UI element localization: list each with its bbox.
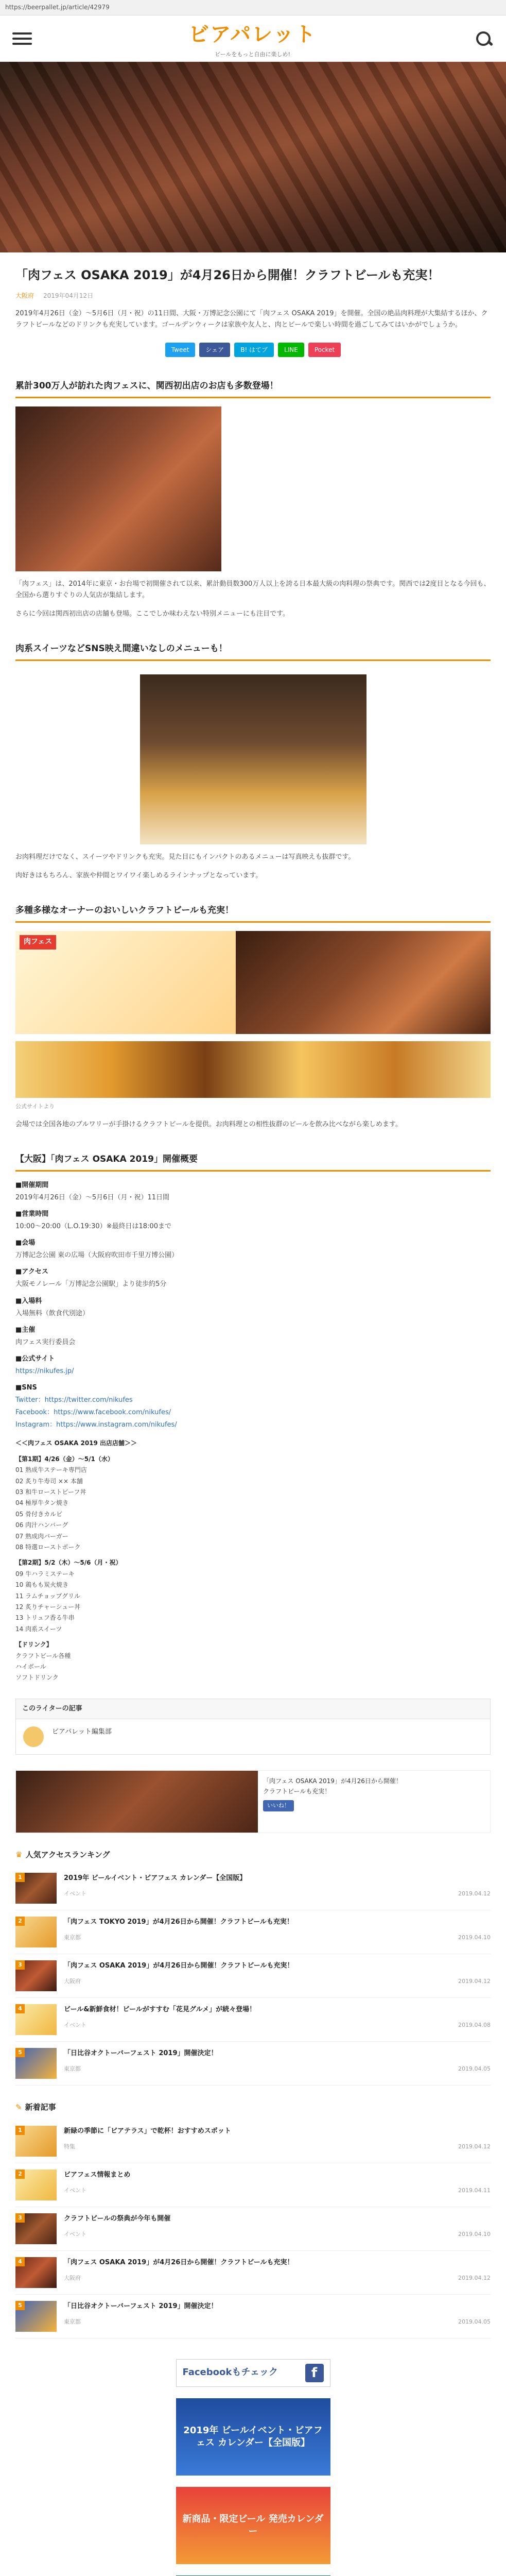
shop-item: 12 炙りチャーシュー丼 bbox=[15, 1603, 81, 1611]
rank-number: 1 bbox=[15, 1873, 25, 1882]
rank-number: 4 bbox=[15, 2004, 25, 2013]
new-article-item[interactable] bbox=[15, 2251, 491, 2295]
writer-box bbox=[15, 1699, 491, 1755]
rank-number: 5 bbox=[15, 2048, 25, 2057]
info-value: 入場無料（飲食代別途） bbox=[15, 1309, 90, 1317]
banner-left bbox=[15, 931, 236, 1034]
article-thumbnail[interactable] bbox=[15, 2257, 57, 2288]
new-articles-title-text: 新着記事 bbox=[25, 2103, 56, 2112]
share-twitter-button[interactable]: Tweet bbox=[165, 343, 196, 357]
ranking-title[interactable]: 「肉フェス OSAKA 2019」が4月26日から開催！クラフトビールも充実！ bbox=[64, 1962, 294, 1970]
browser-url-bar[interactable] bbox=[0, 0, 506, 15]
shop-item: 02 炙り牛寿司 ×× 本舗 bbox=[15, 1477, 83, 1485]
rank-number: 1 bbox=[15, 2126, 25, 2135]
ranking-category[interactable]: イベント bbox=[64, 1890, 86, 1897]
new-article-item[interactable] bbox=[15, 2207, 491, 2251]
sidebar-banners bbox=[15, 2359, 491, 2576]
article-date: 2019.04.10 bbox=[458, 2230, 491, 2238]
shop-item: 14 肉系スイーツ bbox=[15, 1625, 62, 1633]
calendar-banner[interactable]: 2019年 ビールイベント・ビアフェス カレンダー【全国版】 bbox=[176, 2398, 330, 2476]
shop-item: 01 熟成牛ステーキ専門店 bbox=[15, 1466, 87, 1474]
ranking-thumbnail[interactable] bbox=[15, 2048, 57, 2079]
section-heading: 肉系スイーツなどSNS映え間違いなしのメニューも！ bbox=[15, 638, 491, 661]
article-thumbnail[interactable] bbox=[15, 2301, 57, 2332]
new-article-item[interactable] bbox=[15, 2120, 491, 2163]
hero-image bbox=[0, 62, 506, 252]
logo-tagline: ビールをもっと自由に楽しめ! bbox=[215, 51, 290, 58]
section-heading: 累計300万人が訪れた肉フェスに、関西初出店のお店も多数登場！ bbox=[15, 376, 491, 398]
section-heading: 多種多様なオーナーのおいしいクラフトビールも充実！ bbox=[15, 900, 491, 923]
article-title: 「肉フェス OSAKA 2019」が4月26日から開催！クラフトビールも充実！ bbox=[15, 268, 440, 282]
info-value: 10:00〜20:00（L.O.19:30）※最終日は18:00まで bbox=[15, 1223, 171, 1231]
ranking-date: 2019.04.08 bbox=[458, 2022, 491, 2029]
ranking-item[interactable] bbox=[15, 1867, 491, 1910]
rank-number: 2 bbox=[15, 2170, 25, 2179]
article-category[interactable]: 大阪府 bbox=[15, 292, 34, 299]
ranking-date: 2019.04.10 bbox=[458, 1934, 491, 1941]
parfait-image bbox=[140, 674, 367, 844]
twitter-link[interactable]: Twitter：https://twitter.com/nikufes bbox=[15, 1396, 133, 1404]
banner-right-image bbox=[236, 931, 491, 1034]
article-image bbox=[15, 406, 221, 571]
share-facebook-button[interactable]: シェア bbox=[199, 343, 230, 357]
article-date: 2019年04月12日 bbox=[43, 292, 94, 299]
info-label: ■会場 bbox=[15, 1239, 36, 1247]
ranking-item[interactable] bbox=[15, 1910, 491, 1954]
hamburger-icon[interactable] bbox=[12, 32, 32, 45]
info-label: ■SNS bbox=[15, 1384, 37, 1392]
article-date: 2019.04.05 bbox=[458, 2318, 491, 2325]
article-thumbnail[interactable] bbox=[15, 2213, 57, 2244]
rank-number: 2 bbox=[15, 1917, 25, 1926]
article-main bbox=[0, 266, 506, 2576]
article-thumbnail[interactable] bbox=[15, 2170, 57, 2200]
info-label: ■公式サイト bbox=[15, 1354, 55, 1363]
shop-item: 05 骨付きカルビ bbox=[15, 1510, 63, 1518]
shop-item: ソフトドリンク bbox=[15, 1674, 59, 1682]
ranking-category[interactable]: 大阪府 bbox=[64, 1978, 81, 1985]
period-label: 【ドリンク】 bbox=[15, 1641, 53, 1649]
rank-number: 3 bbox=[15, 2213, 25, 2223]
ranking-category[interactable]: 東京都 bbox=[64, 1934, 81, 1941]
new-article-item[interactable] bbox=[15, 2163, 491, 2207]
site-header bbox=[0, 15, 506, 62]
ranking-item[interactable] bbox=[15, 2042, 491, 2086]
related-title[interactable]: 「肉フェス OSAKA 2019」が4月26日から開催！ bbox=[263, 1777, 402, 1785]
info-label: ■営業時間 bbox=[15, 1210, 49, 1218]
shop-item: 13 トリュフ香る牛串 bbox=[15, 1614, 75, 1622]
ranking-date: 2019.04.12 bbox=[458, 1890, 491, 1897]
writer-avatar[interactable] bbox=[23, 1726, 44, 1747]
event-heading: 【大阪】「肉フェス OSAKA 2019」開催概要 bbox=[15, 1149, 491, 1172]
related-sub: クラフトビールも充実！ bbox=[263, 1788, 331, 1795]
rank-number: 3 bbox=[15, 1960, 25, 1970]
article-category[interactable]: 大阪府 bbox=[64, 2274, 81, 2281]
ranking-thumbnail[interactable] bbox=[15, 2004, 57, 2035]
article-date: 2019.04.12 bbox=[458, 2143, 491, 2150]
ranking-title[interactable]: 「日比谷オクトーバーフェスト 2019」開催決定！ bbox=[64, 2049, 218, 2058]
info-value: 大阪モノレール「万博記念公園駅」より徒歩約5分 bbox=[15, 1280, 167, 1289]
info-value: 肉フェス実行委員会 bbox=[15, 1338, 76, 1346]
article-title-link[interactable]: 「日比谷オクトーバーフェスト 2019」開催決定！ bbox=[64, 2302, 218, 2310]
article-category[interactable]: イベント bbox=[64, 2230, 86, 2238]
logo-text: ビアパレット bbox=[188, 23, 317, 47]
image-caption: 公式サイトより bbox=[15, 1103, 55, 1110]
article-title-link[interactable]: 「肉フェス OSAKA 2019」が4月26日から開催！クラフトビールも充実！ bbox=[64, 2258, 294, 2266]
shop-item: 08 特選ローストポーク bbox=[15, 1543, 81, 1551]
facebook-like-button[interactable]: いいね！ bbox=[263, 1800, 294, 1812]
info-label: ■主催 bbox=[15, 1326, 36, 1334]
facebook-icon: f bbox=[305, 2364, 324, 2382]
shop-item: 03 和牛ローストビーフ丼 bbox=[15, 1488, 86, 1496]
article-date: 2019.04.11 bbox=[458, 2187, 491, 2194]
shop-item: 07 熟成肉バーガー bbox=[15, 1532, 68, 1540]
ranking-thumbnail[interactable] bbox=[15, 1960, 57, 1991]
official-site-link[interactable]: https://nikufes.jp/ bbox=[15, 1367, 74, 1375]
facebook-link[interactable]: Facebook：https://www.facebook.com/nikufes/ bbox=[15, 1409, 171, 1417]
ranking-list bbox=[15, 1867, 491, 2086]
ranking-title[interactable]: 「肉フェス TOKYO 2019」が4月26日から開催！クラフトビールも充実！ bbox=[64, 1918, 293, 1926]
article-meta bbox=[15, 291, 491, 301]
facebook-check-text: Facebookもチェック bbox=[182, 2367, 278, 2378]
writer-heading: このライターの記事 bbox=[16, 1699, 490, 1719]
crown-icon: ♛ bbox=[15, 1850, 23, 1859]
info-label: ■アクセス bbox=[15, 1268, 48, 1276]
paragraph: 「肉フェス」は、2014年に東京・お台場で初開催されて以来、累計動員数300万人以上を誇る日本最大級の肉料理の祭典です。関西では2度目となる今回も、全国から選りすぐりの人気店が集結します。 bbox=[15, 580, 491, 599]
related-thumbnail[interactable] bbox=[16, 1771, 258, 1833]
shop-item: 04 極厚牛タン焼き bbox=[15, 1499, 69, 1507]
info-value: 2019年4月26日（金）〜5月6日（月・祝）11日間 bbox=[15, 1193, 169, 1201]
ranking-item[interactable] bbox=[15, 1954, 491, 1998]
article-title-link[interactable]: 新緑の季節に「ビアテラス」で乾杯！おすすめスポット bbox=[64, 2127, 231, 2135]
paragraph: お肉料理だけでなく、スイーツやドリンクも充実。見た目にもインパクトのあるメニューは写真映えも抜群です。 bbox=[15, 853, 355, 861]
shop-item: ハイボール bbox=[15, 1663, 46, 1670]
shop-item: 11 ラムチョップグリル bbox=[15, 1592, 81, 1600]
ranking-item[interactable] bbox=[15, 1998, 491, 2042]
period-label: 【第1期】4/26（金）〜5/1（水） bbox=[15, 1455, 114, 1463]
nikufes-banner bbox=[15, 931, 491, 1034]
paragraph: 肉好きはもちろん、家族や仲間とワイワイ楽しめるラインナップとなっています。 bbox=[15, 872, 263, 880]
writer-body bbox=[16, 1719, 490, 1754]
article-date: 2019.04.12 bbox=[458, 2274, 491, 2281]
shop-item: 10 鶏もも炭火焼き bbox=[15, 1581, 69, 1589]
event-info bbox=[15, 1180, 491, 1431]
ranking-thumbnail[interactable] bbox=[15, 1917, 57, 1947]
article-thumbnail[interactable] bbox=[15, 2126, 57, 2157]
shop-list-heading: ＜＜肉フェス OSAKA 2019 出店店舗＞＞ bbox=[15, 1439, 137, 1447]
shop-item: 09 牛ハラミステーキ bbox=[15, 1570, 75, 1578]
shop-item: クラフトビール各種 bbox=[15, 1652, 71, 1659]
info-value: 万博記念公園 東の広場（大阪府吹田市千里万博公園） bbox=[15, 1251, 179, 1260]
new-article-item[interactable] bbox=[15, 2295, 491, 2338]
ranking-date: 2019.04.12 bbox=[458, 1978, 491, 1985]
info-label: ■開催期間 bbox=[15, 1181, 49, 1189]
shop-list bbox=[15, 1438, 491, 1683]
ranking-title[interactable]: 2019年 ビールイベント・ビアフェス カレンダー【全国版】 bbox=[64, 1874, 247, 1883]
article-lead: 2019年4月26日（金）〜5月6日（月・祝）の11日間、大阪・万博記念公園にて「肉フェス OSAKA 2019」を開催。全国の絶品肉料理が大集結するほか、クラフトビールなどのドリンクも充実しています。ゴールデンウィークは家族や友人と、肉とビールで楽しい時間を過ごしてみてはいかがでしょうか。 bbox=[15, 310, 488, 329]
rank-number: 4 bbox=[15, 2257, 25, 2266]
facebook-check-banner[interactable] bbox=[176, 2359, 330, 2387]
new-beer-banner[interactable]: 新商品・限定ビール 発売カレンダー bbox=[176, 2487, 330, 2564]
period-label: 【第2期】5/2（木）〜5/6（月・祝） bbox=[15, 1559, 122, 1567]
new-articles-heading bbox=[15, 2101, 491, 2114]
ranking-title[interactable]: ビール&新鮮食材！ビールがすすむ「花見グルメ」が続々登場！ bbox=[64, 2006, 256, 2014]
nikufes-badge: 肉フェス bbox=[20, 935, 56, 950]
article-title-link[interactable]: クラフトビールの祭典が今年も開催 bbox=[64, 2214, 171, 2223]
rank-number: 5 bbox=[15, 2301, 25, 2310]
ranking-heading bbox=[15, 1849, 491, 1862]
new-articles-list bbox=[15, 2120, 491, 2338]
info-label: ■入場料 bbox=[15, 1297, 42, 1305]
paragraph: 会場では全国各地のブルワリーが手掛けるクラフトビールを提供。お肉料理との相性抜群のビールを飲み比べながら楽しめます。 bbox=[15, 1120, 402, 1128]
article-category[interactable]: 特集 bbox=[64, 2143, 75, 2150]
article-category[interactable]: イベント bbox=[64, 2187, 86, 2194]
site-logo[interactable] bbox=[188, 17, 316, 60]
share-buttons bbox=[15, 343, 491, 357]
url-text[interactable]: https://beerpallet.jp/article/42979 bbox=[5, 4, 110, 11]
ranking-thumbnail[interactable] bbox=[15, 1873, 57, 1904]
writer-name[interactable]: ビアパレット編集部 bbox=[52, 1727, 112, 1736]
paragraph: さらに今回は関西初出店の店舗も登場。ここでしか味わえない特別メニューにも注目です。 bbox=[15, 610, 289, 618]
instagram-link[interactable]: Instagram：https://www.instagram.com/nikufes/ bbox=[15, 1421, 177, 1429]
article-title-link[interactable]: ビアフェス情報まとめ bbox=[64, 2171, 131, 2179]
ranking-category[interactable]: 東京都 bbox=[64, 2065, 81, 2073]
related-article-card[interactable] bbox=[15, 1770, 491, 1833]
ranking-title-text: 人気アクセスランキング bbox=[25, 1850, 110, 1859]
search-icon[interactable] bbox=[473, 28, 494, 49]
pen-icon: ✎ bbox=[15, 2103, 22, 2112]
beer-lineup-image bbox=[15, 1041, 491, 1098]
ranking-date: 2019.04.05 bbox=[458, 2065, 491, 2073]
share-hatena-button[interactable]: B! はてブ bbox=[234, 343, 274, 357]
related-text bbox=[258, 1771, 490, 1833]
share-pocket-button[interactable]: Pocket bbox=[308, 343, 341, 357]
ranking-category[interactable]: イベント bbox=[64, 2022, 86, 2029]
share-line-button[interactable]: LINE bbox=[278, 343, 304, 357]
shop-item: 06 肉汁ハンバーグ bbox=[15, 1521, 68, 1529]
article-category[interactable]: 東京都 bbox=[64, 2318, 81, 2325]
